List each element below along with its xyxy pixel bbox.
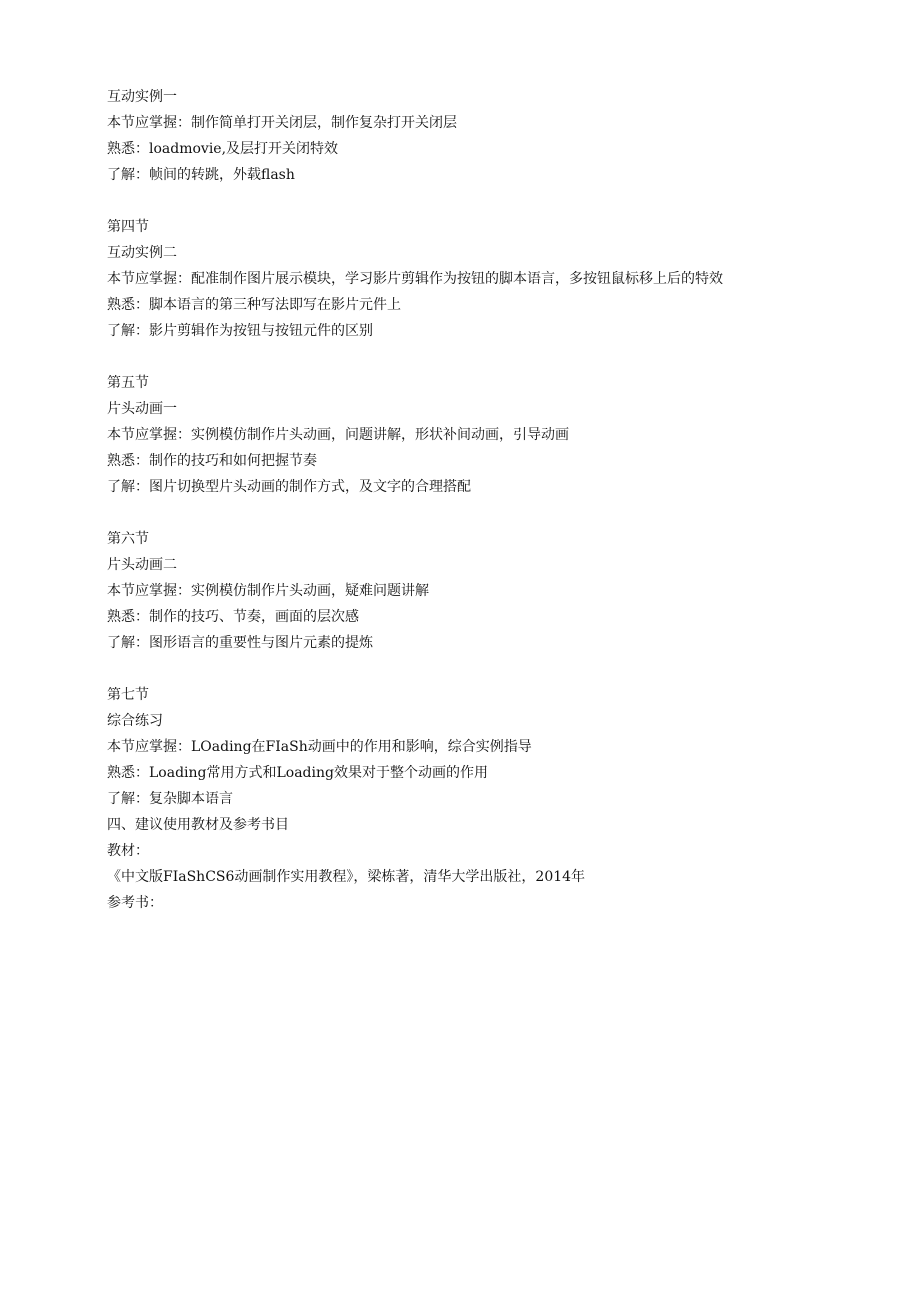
lesson-familiar-requirement: 熟悉：制作的技巧、节奏，画面的层次感 [107, 609, 359, 625]
spacer [107, 656, 867, 682]
lesson-title: 片头动画一 [107, 401, 177, 417]
lesson-title: 综合练习 [107, 713, 163, 729]
lesson-master-requirement: 本节应掌握：实例模仿制作片头动画，疑难问题讲解 [107, 583, 429, 599]
section-block-6 [107, 526, 867, 656]
lesson-title: 互动实例一 [107, 89, 177, 105]
spacer [107, 500, 867, 526]
lesson-master-requirement: 本节应掌握：配准制作图片展示模块，学习影片剪辑作为按钮的脚本语言，多按钮鼠标移上后的特效 [107, 271, 723, 287]
section-block-3 [107, 84, 867, 188]
textbook-label: 教材： [107, 843, 149, 859]
lesson-familiar-requirement: 熟悉：制作的技巧和如何把握节奏 [107, 453, 317, 469]
textbook-entry: 《中文版FIaShCS6动画制作实用教程》，梁栋著，清华大学出版社，2014年 [107, 869, 586, 885]
section-heading: 第四节 [107, 219, 149, 235]
section-block-7 [107, 682, 867, 812]
document-page [107, 84, 867, 916]
lesson-title: 片头动画二 [107, 557, 177, 573]
lesson-understand-requirement: 了解：图片切换型片头动画的制作方式，及文字的合理搭配 [107, 479, 471, 495]
lesson-understand-requirement: 了解：帧间的转跳，外载flash [107, 167, 295, 183]
spacer [107, 188, 867, 214]
lesson-title: 互动实例二 [107, 245, 177, 261]
textbook-heading: 四、建议使用教材及参考书目 [107, 817, 289, 833]
section-block-5 [107, 370, 867, 500]
reference-label: 参考书： [107, 895, 163, 911]
lesson-familiar-requirement: 熟悉：脚本语言的第三种写法即写在影片元件上 [107, 297, 401, 313]
section-heading: 第六节 [107, 531, 149, 547]
lesson-familiar-requirement: 熟悉：loadmovie,及层打开关闭特效 [107, 141, 339, 157]
section-block-4 [107, 214, 867, 344]
spacer [107, 344, 867, 370]
lesson-understand-requirement: 了解：影片剪辑作为按钮与按钮元件的区别 [107, 323, 373, 339]
textbook-section [107, 812, 867, 916]
lesson-master-requirement: 本节应掌握：LOading在FIaSh动画中的作用和影响，综合实例指导 [107, 739, 532, 755]
lesson-master-requirement: 本节应掌握：实例模仿制作片头动画，问题讲解，形状补间动画，引导动画 [107, 427, 569, 443]
lesson-understand-requirement: 了解：复杂脚本语言 [107, 791, 233, 807]
section-heading: 第五节 [107, 375, 149, 391]
lesson-understand-requirement: 了解：图形语言的重要性与图片元素的提炼 [107, 635, 373, 651]
lesson-master-requirement: 本节应掌握：制作简单打开关闭层，制作复杂打开关闭层 [107, 115, 457, 131]
section-heading: 第七节 [107, 687, 149, 703]
lesson-familiar-requirement: 熟悉：Loading常用方式和Loading效果对于整个动画的作用 [107, 765, 488, 781]
